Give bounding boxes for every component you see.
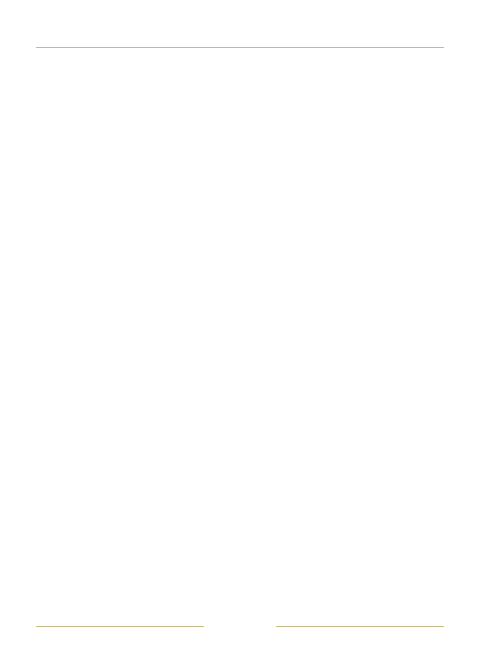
paragraph: [32, 94, 163, 106]
section-heading: [32, 76, 163, 86]
article-body: [32, 56, 450, 616]
footer-rule-right: [276, 626, 444, 627]
column-left: [32, 56, 163, 616]
section-heading: [32, 134, 163, 144]
paragraph: [32, 114, 163, 126]
paragraph: [175, 94, 306, 106]
section-heading: [175, 76, 306, 86]
header-rule: [36, 47, 444, 48]
paragraph: [175, 56, 306, 68]
paragraph: [32, 152, 163, 164]
column-right: [319, 56, 450, 616]
paragraph: [32, 56, 163, 68]
section-heading: [175, 114, 306, 124]
section-heading: [319, 76, 450, 86]
footer-rule-left: [36, 626, 204, 627]
paragraph: [319, 94, 450, 106]
paragraph: [175, 132, 306, 144]
author-byline: [319, 114, 450, 126]
paragraph: [319, 56, 450, 68]
column-middle: [175, 56, 306, 616]
